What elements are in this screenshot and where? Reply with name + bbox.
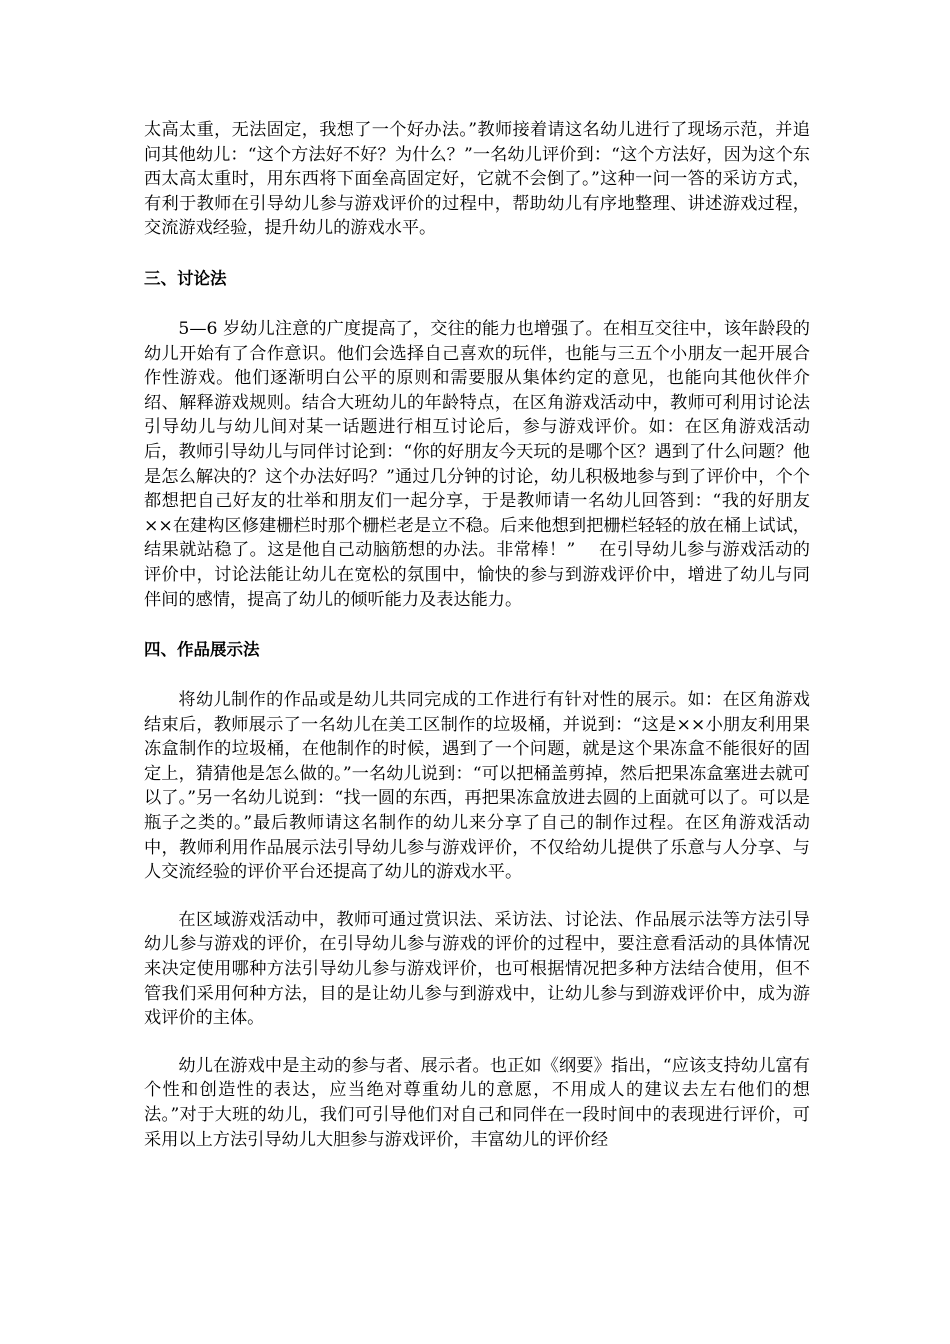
- paragraph-spacer: [144, 1031, 810, 1054]
- section-heading-discussion: 三、讨论法: [144, 268, 227, 288]
- section-heading-work-display: 四、作品展示法: [144, 640, 260, 660]
- summary-paragraph: 在区域游戏活动中，教师可通过赏识法、采访法、讨论法、作品展示法等方法引导幼儿参与游戏的评价，在引导幼儿参与游戏的评价的过程中，要注意看活动的具体情况来决定使用哪种方法引导幼儿参与游戏评价，也可根据情况把多种方法结合使用，但不管我们采用何种方法，目的是让幼儿参与到游戏中，让幼儿参与到游戏评价中，成为游戏评价的主体。: [144, 909, 810, 1029]
- paragraph-spacer: [144, 885, 810, 908]
- document-page: [144, 118, 810, 1152]
- intro-paragraph: 太高太重，无法固定，我想了一个好办法。”教师接着请这名幼儿进行了现场示范，并追问其他幼儿：“这个方法好不好？为什么？”一名幼儿评价到：“这个方法好，因为这个东西太高太重时，用东西将下面垒高固定好，它就不会倒了。”这种一问一答的采访方式，有利于教师在引导幼儿参与游戏评价的过程中，帮助幼儿有序地整理、讲述游戏过程，交流游戏经验，提升幼儿的游戏水平。: [144, 120, 810, 239]
- discussion-paragraph: 5—6 岁幼儿注意的广度提高了，交往的能力也增强了。在相互交往中，该年龄段的幼儿开始有了合作意识。他们会选择自己喜欢的玩伴，也能与三五个小朋友一起开展合作性游戏。他们逐渐明白公平的原则和需要服从集体约定的意见，也能向其他伙伴介绍、解释游戏规则。结合大班幼儿的年龄特点，在区角游戏活动中，教师可利用讨论法引导幼儿与幼儿间对某一话题进行相互讨论后，参与游戏评价。如：在区角游戏活动后，教师引导幼儿与同伴讨论到：“你的好朋友今天玩的是哪个区？遇到了什么问题？他是怎么解决的？这个办法好吗？”通过几分钟的讨论，幼儿积极地参与到了评价中，个个都想把自己好友的壮举和朋友们一起分享，于是教师请一名幼儿回答到：“我的好朋友××在建构区修建栅栏时那个栅栏老是立不稳。后来他想到把栅栏轻轻的放在桶上试试，结果就站稳了。这是他自己动脑筋想的办法。非常棒！” 在引导幼儿参与游戏活动的评价中，讨论法能让幼儿在宽松的氛围中，愉快的参与到游戏评价中，增进了幼儿与同伴间的感情，提高了幼儿的倾听能力及表达能力。: [144, 318, 810, 610]
- closing-paragraph: 幼儿在游戏中是主动的参与者、展示者。也正如《纲要》指出，“应该支持幼儿富有个性和创造性的表达，应当绝对尊重幼儿的意愿，不用成人的建议去左右他们的想法。”对于大班的幼儿，我们可引导他们对自己和同伴在一段时间中的表现进行评价，可采用以上方法引导幼儿大胆参与游戏评价，丰富幼儿的评价经: [144, 1055, 810, 1150]
- work-display-paragraph: 将幼儿制作的作品或是幼儿共同完成的工作进行有针对性的展示。如：在区角游戏结束后，教师展示了一名幼儿在美工区制作的垃圾桶，并说到：“这是××小朋友利用果冻盒制作的垃圾桶，在他制作的时候，遇到了一个问题，就是这个果冻盒不能很好的固定上，猜猜他是怎么做的。”一名幼儿说到：“可以把桶盖剪掉，然后把果冻盒塞进去就可以了。”另一名幼儿说到：“找一圆的东西，再把果冻盒放进去圆的上面就可以了。可以是瓶子之类的。”最后教师请这名制作的幼儿来分享了自己的制作过程。在区角游戏活动中，教师利用作品展示法引导幼儿参与游戏评价，不仅给幼儿提供了乐意与人分享、与人交流经验的评价平台还提高了幼儿的游戏水平。: [144, 690, 810, 883]
